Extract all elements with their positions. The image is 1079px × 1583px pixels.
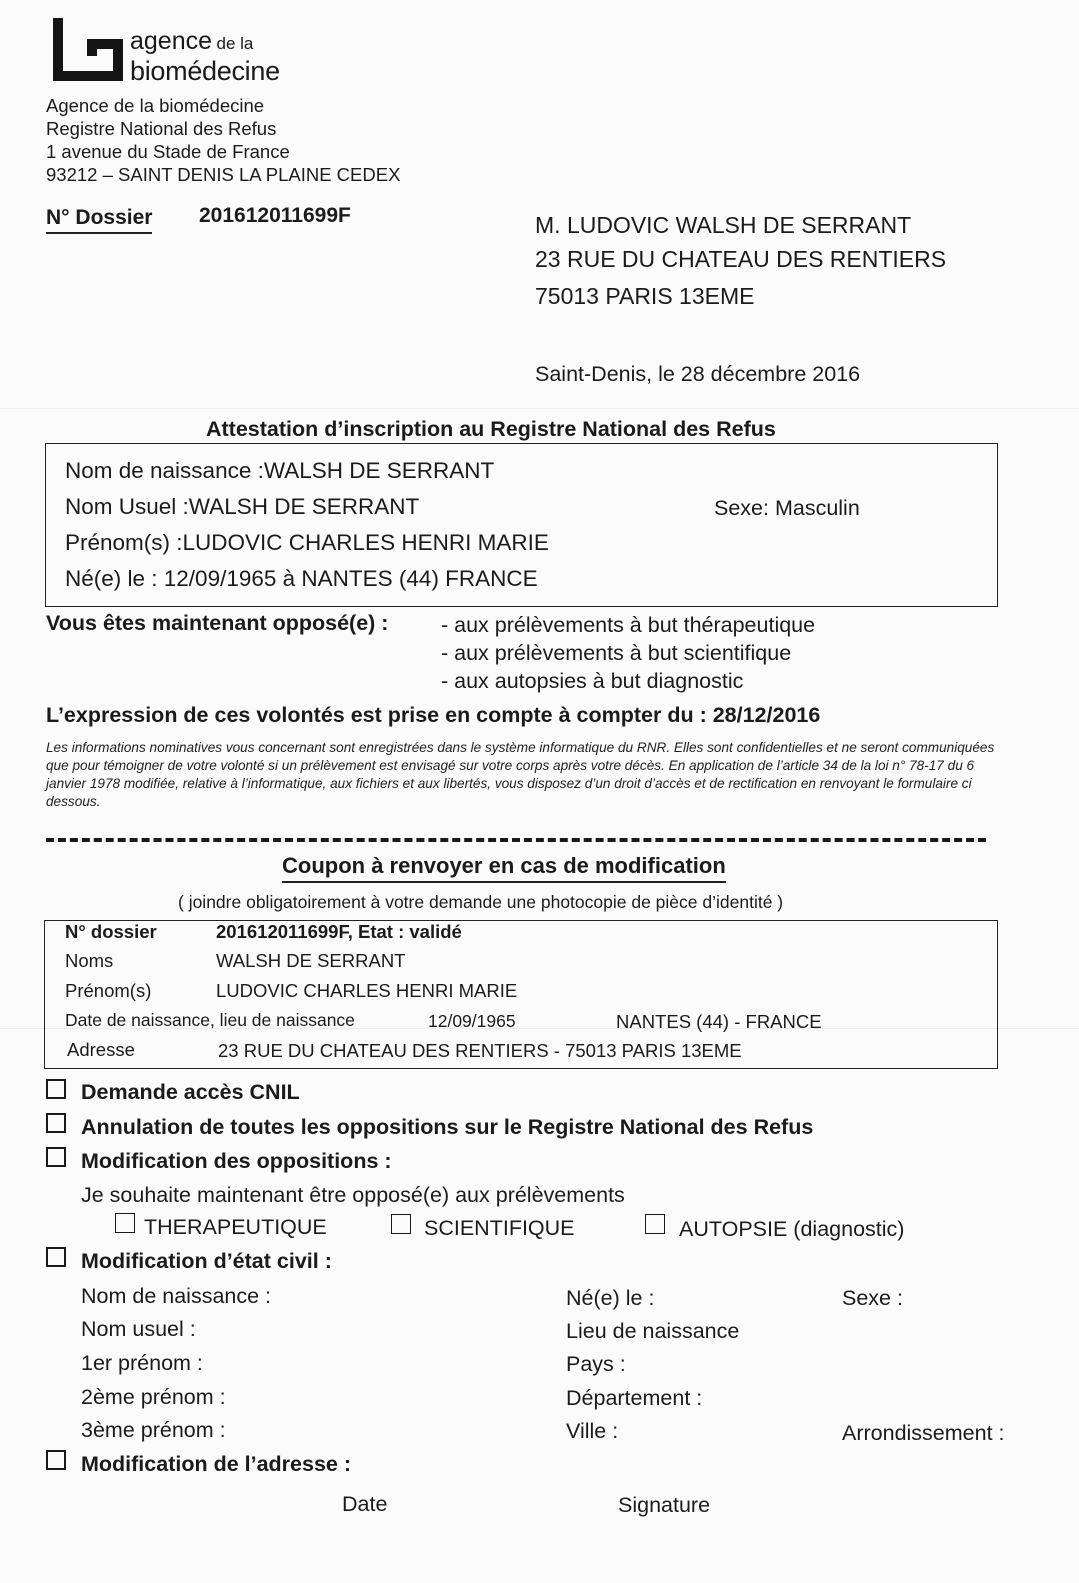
sender-address (46, 94, 400, 186)
field-prenom-3[interactable]: 3ème prénom : (81, 1418, 226, 1442)
field-departement[interactable]: Département : (566, 1386, 703, 1410)
souhaite-text: Je souhaite maintenant être opposé(e) aux prélèvements (81, 1183, 625, 1207)
place-date: Saint-Denis, le 28 décembre 2016 (535, 362, 861, 386)
modif-adresse-label: Modification de l’adresse : (81, 1452, 351, 1476)
coupon-dossier-value: 201612011699F, Etat : validé (216, 921, 462, 942)
coupon-note: ( joindre obligatoirement à votre demande une photocopie de pièce d’identité ) (178, 892, 784, 912)
field-prenom-1[interactable]: 1er prénom : (81, 1351, 203, 1375)
modif-oppositions-checkbox[interactable] (46, 1147, 66, 1167)
field-lieu-naissance[interactable]: Lieu de naissance (566, 1319, 740, 1343)
coupon-prenoms-value: LUDOVIC CHARLES HENRI MARIE (216, 980, 518, 1001)
sex: Sexe: Masculin (714, 496, 860, 520)
scientifique-label: SCIENTIFIQUE (424, 1216, 575, 1240)
dossier-label: N° Dossier (46, 206, 152, 234)
logo-biomedecine: biomédecine (130, 56, 280, 86)
coupon-naissance-date: 12/09/1965 (428, 1011, 516, 1031)
modif-etat-civil-checkbox[interactable] (46, 1247, 66, 1267)
coupon-naissance-lieu: NANTES (44) - FRANCE (616, 1011, 822, 1032)
modif-etat-civil-label: Modification d’état civil : (81, 1249, 332, 1273)
birth-name: Nom de naissance :WALSH DE SERRANT (65, 458, 495, 483)
modif-oppositions-label: Modification des oppositions : (81, 1149, 392, 1173)
paper-fold (0, 408, 1079, 409)
dossier-number: 201612011699F (199, 204, 351, 227)
autopsie-checkbox[interactable] (645, 1214, 665, 1234)
sender-line: 1 avenue du Stade de France (46, 141, 290, 162)
field-sexe[interactable]: Sexe : (842, 1286, 903, 1310)
first-names: Prénom(s) :LUDOVIC CHARLES HENRI MARIE (65, 530, 549, 555)
coupon-naissance-label: Date de naissance, lieu de naissance (65, 1010, 355, 1030)
annulation-checkbox[interactable] (46, 1113, 66, 1133)
coupon-noms-value: WALSH DE SERRANT (216, 950, 406, 971)
cnil-checkbox[interactable] (46, 1079, 66, 1099)
logo-dela: de la (216, 34, 254, 53)
usual-name: Nom Usuel :WALSH DE SERRANT (65, 494, 420, 519)
therapeutique-label: THERAPEUTIQUE (144, 1215, 327, 1239)
coupon-adresse-value: 23 RUE DU CHATEAU DES RENTIERS - 75013 PARIS 13EME (218, 1040, 742, 1061)
modif-adresse-checkbox[interactable] (46, 1450, 66, 1470)
sender-line: Registre National des Refus (46, 118, 277, 139)
logo-agence: agence (130, 27, 213, 55)
autopsie-label: AUTOPSIE (diagnostic) (679, 1217, 905, 1241)
cut-line (46, 838, 986, 842)
field-ne-le[interactable]: Né(e) le : (566, 1286, 655, 1310)
coupon-prenoms-label: Prénom(s) (65, 980, 152, 1001)
recipient-line: M. LUDOVIC WALSH DE SERRANT (535, 212, 912, 238)
opposition-item: - aux prélèvements à but thérapeutique (441, 613, 816, 637)
scientifique-checkbox[interactable] (391, 1214, 411, 1234)
opposition-item: - aux prélèvements à but scientifique (441, 641, 792, 665)
attestation-title: Attestation d’inscription au Registre National des Refus (206, 417, 776, 441)
birth-info: Né(e) le : 12/09/1965 à NANTES (44) FRANCE (65, 566, 538, 591)
field-pays[interactable]: Pays : (566, 1352, 626, 1376)
field-ville[interactable]: Ville : (566, 1419, 619, 1443)
opposition-label: Vous êtes maintenant opposé(e) : (46, 611, 389, 635)
recipient-address (535, 208, 946, 313)
agence-logo-icon (52, 14, 128, 84)
field-nom-usuel[interactable]: Nom usuel : (81, 1317, 196, 1341)
coupon-dossier-label: N° dossier (65, 921, 157, 942)
date-field[interactable]: Date (342, 1492, 388, 1516)
coupon-adresse-label: Adresse (67, 1039, 135, 1060)
effective-date-statement: L’expression de ces volontés est prise en compte à compter du : 28/12/2016 (46, 703, 821, 727)
field-prenom-2[interactable]: 2ème prénom : (81, 1385, 226, 1409)
field-nom-naissance[interactable]: Nom de naissance : (81, 1284, 272, 1308)
agence-logo-wordmark (130, 28, 280, 84)
legal-notice: Les informations nominatives vous concernant sont enregistrées dans le système informatique du RNR. Elles sont confidentielles et ne seront communiquées que pour témoigner de votre volonté si un prélèvement est envisagé sur votre corps après votre décès. En application de l’article 34 de la loi n° 78-17 du 6 janvier 1978 modifiée, relative à l’informatique, aux fichiers et aux libertés, vous disposez d’un droit d’accès et de rectification en renvoyant le formulaire ci dessous. (46, 740, 995, 809)
recipient-line: 75013 PARIS 13EME (535, 283, 755, 309)
therapeutique-checkbox[interactable] (115, 1213, 135, 1233)
coupon-noms-label: Noms (65, 950, 114, 971)
sender-line: Agence de la biomédecine (46, 95, 265, 116)
signature-field[interactable]: Signature (618, 1493, 711, 1517)
sender-line: 93212 – SAINT DENIS LA PLAINE CEDEX (46, 164, 401, 185)
recipient-line: 23 RUE DU CHATEAU DES RENTIERS (535, 246, 947, 272)
cnil-label: Demande accès CNIL (81, 1080, 300, 1104)
coupon-title: Coupon à renvoyer en cas de modification (282, 853, 726, 883)
annulation-label: Annulation de toutes les oppositions sur le Registre National des Refus (81, 1115, 814, 1139)
field-arrondissement[interactable]: Arrondissement : (842, 1421, 1005, 1445)
opposition-item: - aux autopsies à but diagnostic (441, 669, 744, 693)
